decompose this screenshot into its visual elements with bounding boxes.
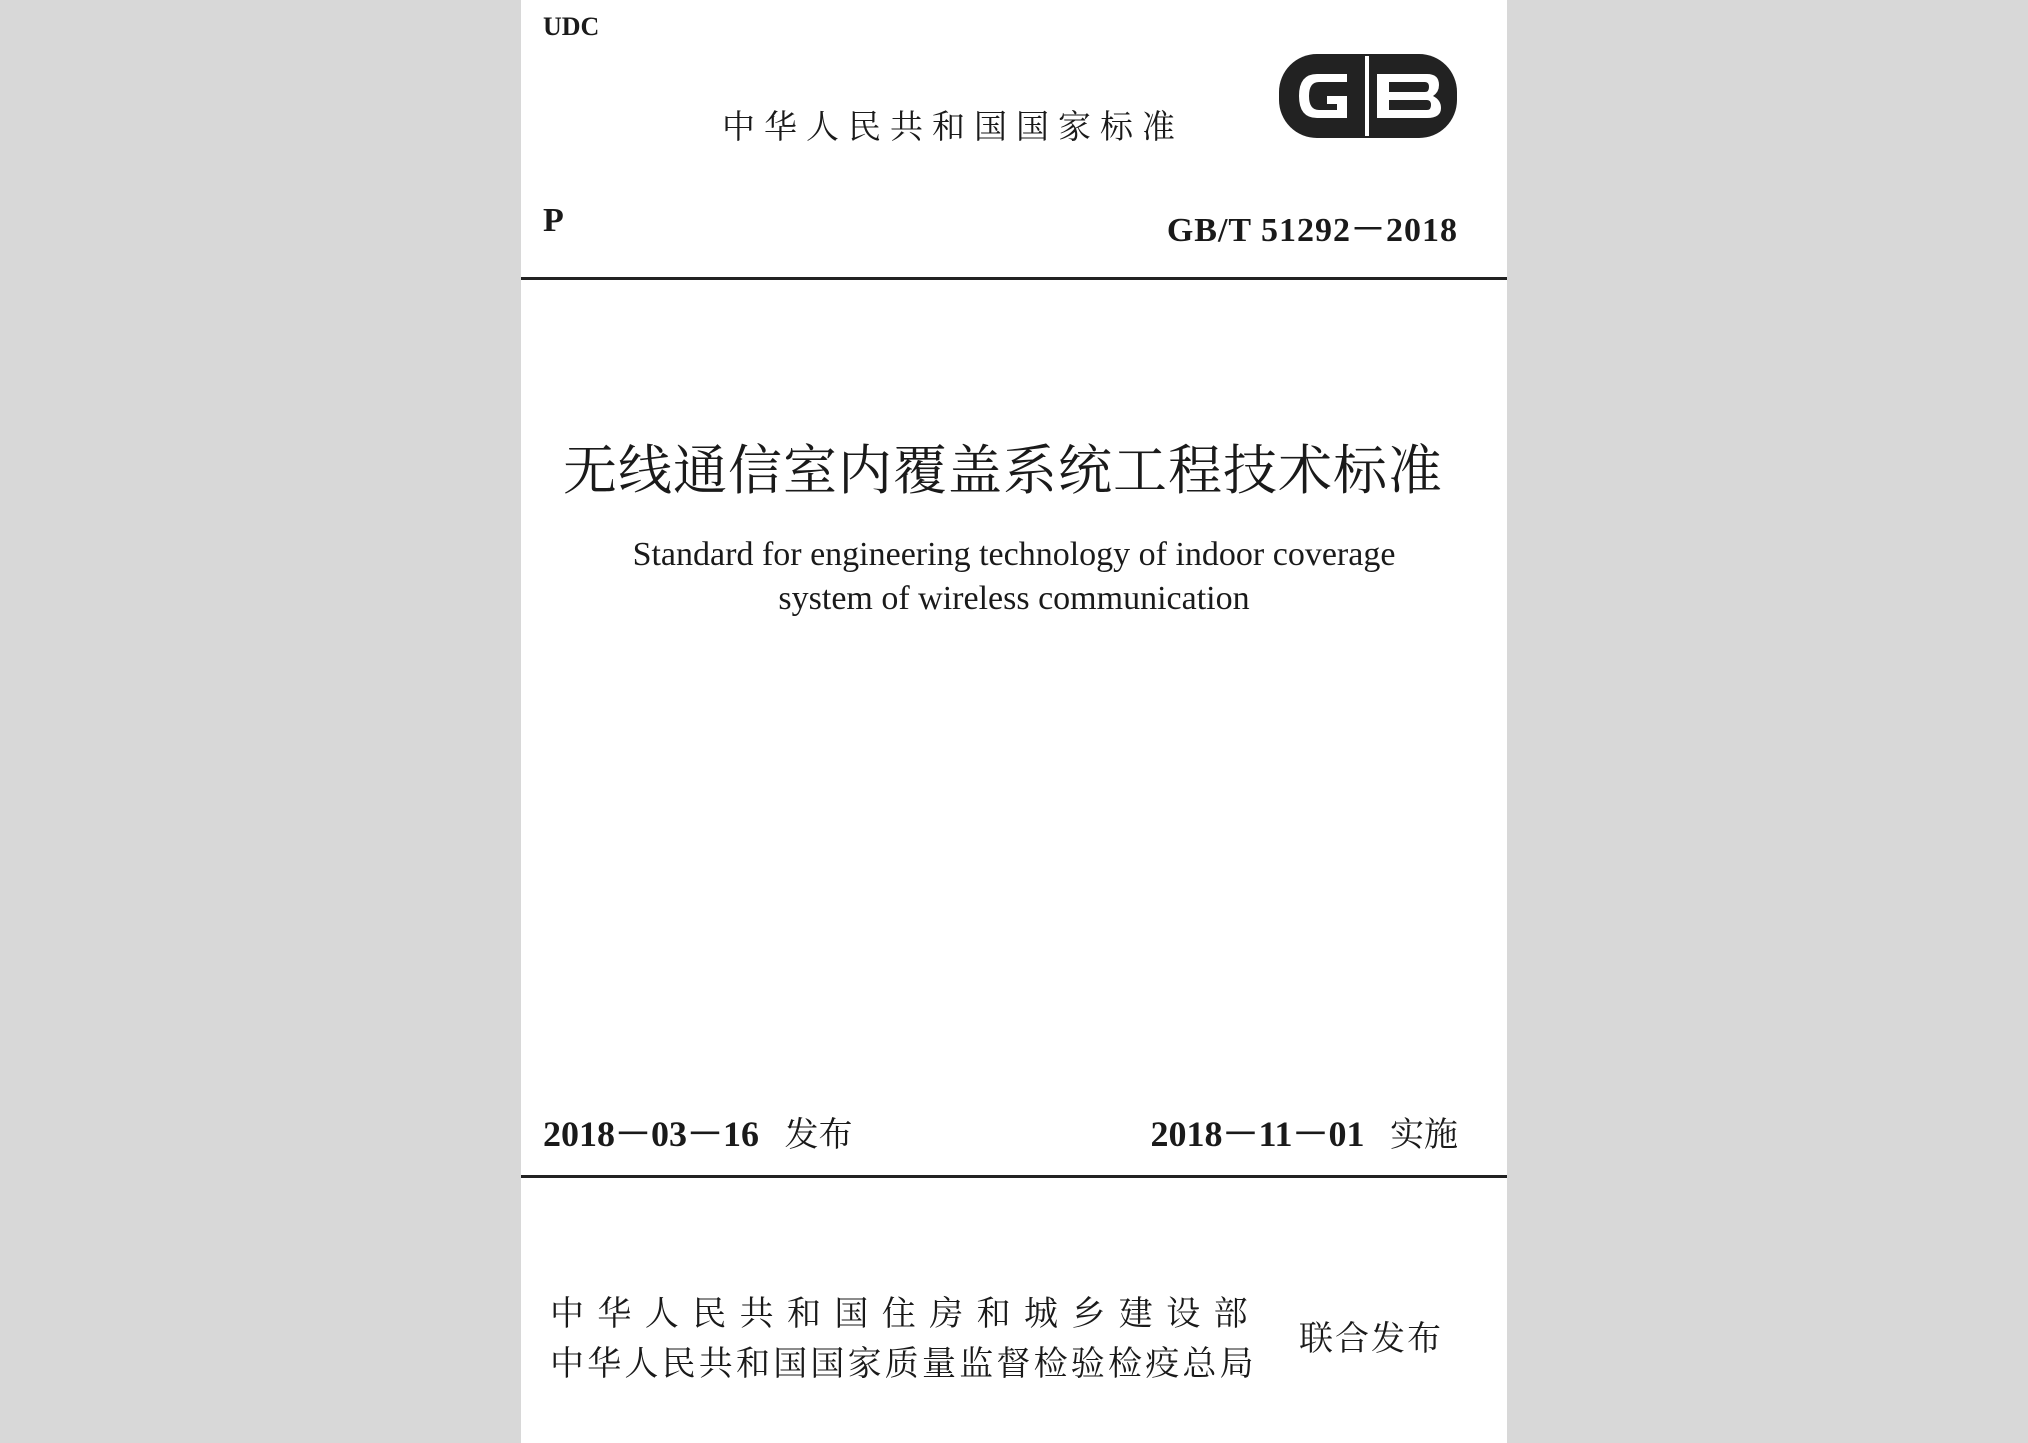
document-cover-page xyxy=(521,0,1507,1443)
issue-date: 2018－03－16 xyxy=(543,1114,760,1154)
header-divider xyxy=(521,277,1507,280)
title-english-line1: Standard for engineering technology of indoor coverage xyxy=(632,536,1396,573)
issuer-aqsiq: 中华人民共和国国家质量监督检验检疫总局 xyxy=(550,1344,1257,1384)
effective-date: 2018－11－01 xyxy=(1150,1114,1365,1154)
standard-number: GB/T 51292－2018 xyxy=(1166,212,1458,249)
classification-code: P xyxy=(543,202,564,239)
footer-divider xyxy=(521,1175,1507,1178)
title-english-line2: system of wireless communication xyxy=(778,580,1250,617)
joint-issue-label: 联合发布 xyxy=(1299,1319,1443,1359)
udc-label: UDC xyxy=(543,12,600,41)
effective-date-block xyxy=(1151,1106,1458,1157)
issue-date-block xyxy=(543,1106,852,1157)
issuer-ministry-housing: 中华人民共和国住房和城乡建设部 xyxy=(550,1294,1261,1334)
gb-logo xyxy=(1277,52,1459,140)
title-chinese: 无线通信室内覆盖系统工程技术标准 xyxy=(563,439,1443,502)
effective-label: 实施 xyxy=(1390,1115,1458,1155)
issue-label: 发布 xyxy=(784,1115,853,1155)
national-standard-heading: 中华人民共和国国家标准 xyxy=(722,107,1184,146)
